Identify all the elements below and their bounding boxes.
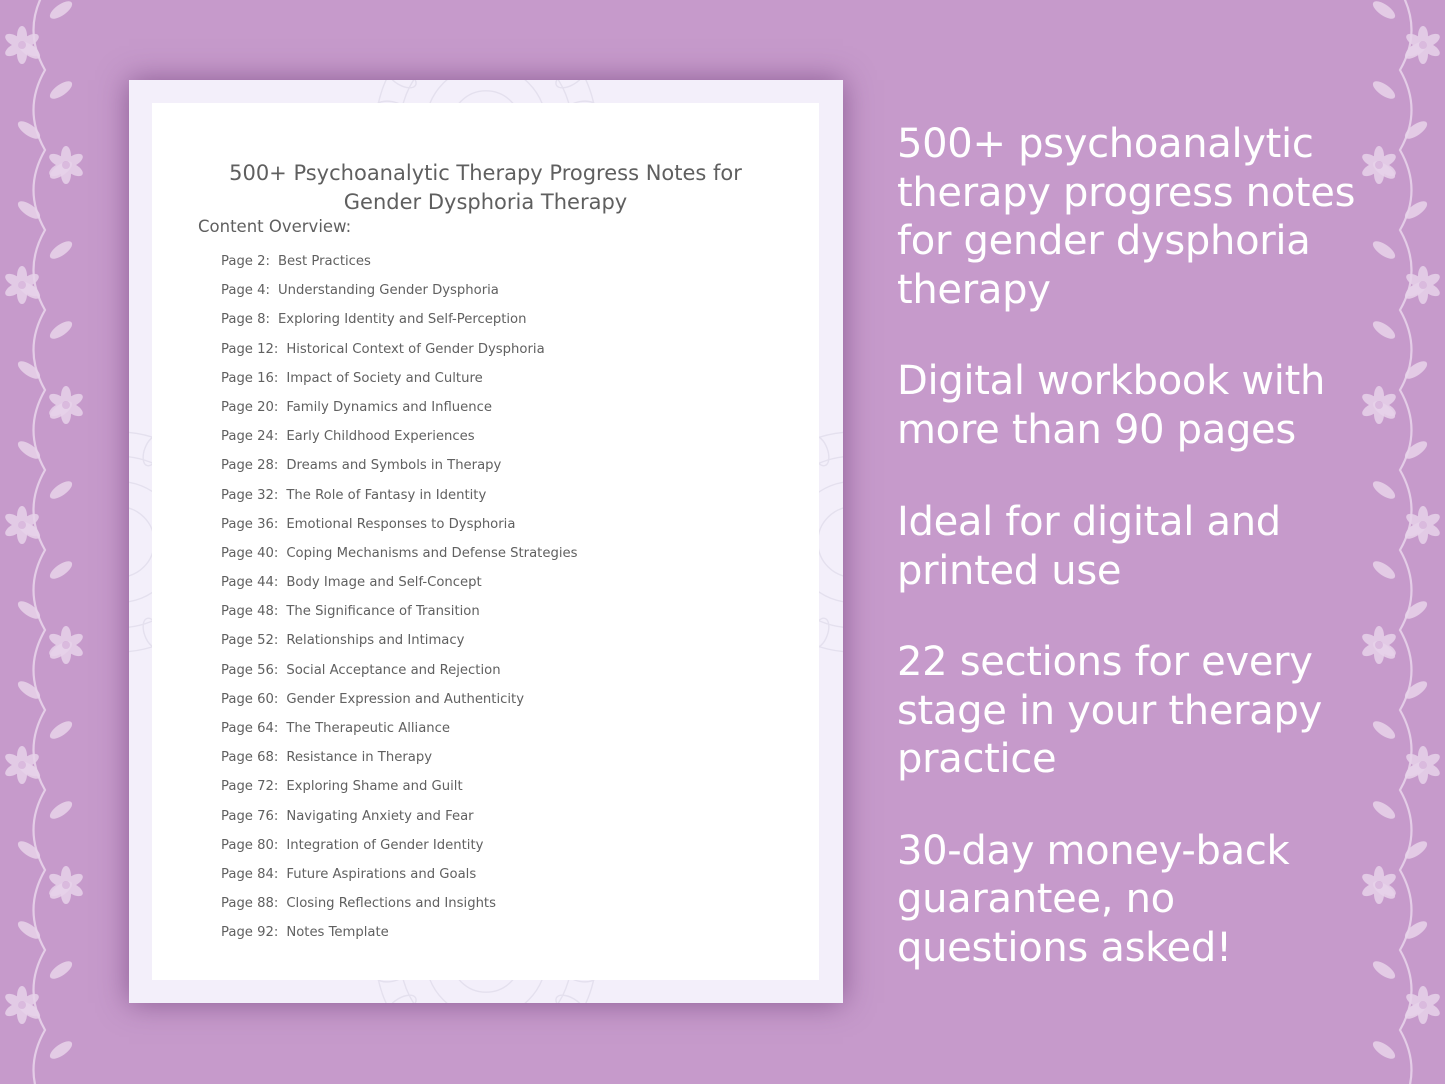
toc-entry [221,721,577,750]
toc-entry [221,867,577,896]
toc-section-title: Exploring Identity and Self-Perception [277,312,527,328]
toc-entry [221,896,577,925]
toc-entry [221,925,577,954]
toc-page-number: Page 20: [221,399,279,415]
toc-page-number: Page 44: [221,575,279,591]
toc-entry [221,604,577,633]
toc-section-title: Body Image and Self-Concept [286,575,482,591]
toc-section-title: Relationships and Intimacy [286,633,465,649]
toc-section-title: Closing Reflections and Insights [286,896,496,912]
toc-entry [221,779,577,808]
toc-section-title: Emotional Responses to Dysphoria [286,516,516,532]
feature-text-line: 500+ psychoanalytic [897,121,1314,167]
toc-page-number: Page 84: [221,866,279,882]
toc-entry [221,312,577,341]
toc-entry [221,429,577,458]
document-title [152,159,819,217]
feature-text-line: therapy [897,266,1051,313]
toc-section-title: Integration of Gender Identity [286,837,484,853]
toc-section-title: Family Dynamics and Influence [286,399,492,415]
toc-section-title: Historical Context of Gender Dysphoria [286,341,545,357]
toc-section-title: Understanding Gender Dysphoria [277,283,499,299]
toc-page-number: Page 40: [221,545,279,561]
toc-page-number: Page 60: [221,691,279,707]
toc-page-number: Page 88: [221,896,279,912]
content-overview-label: Content Overview: [198,217,352,236]
toc-entry [221,575,577,604]
toc-section-title: The Therapeutic Alliance [286,721,451,736]
page-sheet [152,103,819,980]
toc-page-number: Page 80: [221,837,279,853]
toc-page-number: Page 92: [221,925,279,941]
toc-entry [221,283,577,312]
toc-entry [221,517,577,546]
toc-page-number: Page 68: [221,750,279,766]
toc-section-title: Social Acceptance and Rejection [286,662,501,678]
feature-text-line: 30-day money-back [897,827,1290,874]
toc-entry [221,633,577,662]
feature-text-line: practice [897,736,1057,782]
feature-text-line: guarantee, no [897,876,1175,922]
toc-page-number: Page 48: [221,604,279,620]
toc-page-number: Page 4: [221,283,270,299]
toc-page-number: Page 76: [221,808,279,824]
toc-entry [221,371,577,400]
toc-entry [221,400,577,429]
floral-vine-right [1355,0,1445,1084]
feature-text-line: Ideal for digital and [897,499,1281,545]
toc-page-number: Page 32: [221,487,279,503]
toc-section-title: Best Practices [277,254,371,269]
toc-section-title: Impact of Society and Culture [286,370,483,386]
feature-text-line: stage in your therapy [897,687,1322,734]
toc-section-title: Notes Template [286,925,389,941]
toc-page-number: Page 12: [221,341,279,357]
workbook-page-preview [129,80,843,1003]
feature-text-line: Digital workbook with [897,358,1326,404]
toc-section-title: Navigating Anxiety and Fear [286,808,474,824]
toc-page-number: Page 64: [221,721,279,736]
toc-page-number: Page 24: [221,429,279,445]
toc-entry [221,838,577,867]
toc-entry [221,692,577,721]
toc-section-title: Dreams and Symbols in Therapy [286,458,502,474]
toc-page-number: Page 16: [221,370,279,386]
document-title-line-1: 500+ Psychoanalytic Therapy Progress Notes for [229,161,742,185]
toc-section-title: Future Aspirations and Goals [286,866,477,882]
toc-entry [221,809,577,838]
toc-entry [221,750,577,779]
document-title-line-2: Gender Dysphoria Therapy [343,190,628,214]
toc-entry [221,342,577,371]
feature-list [897,120,1367,972]
feature-text-line: 22 sections for every [897,639,1313,685]
feature-text-line: for gender dysphoria [897,218,1311,264]
toc-page-number: Page 52: [221,633,279,649]
floral-vine-left [0,0,90,1084]
toc-section-title: Coping Mechanisms and Defense Strategies [286,545,578,561]
toc-entry [221,254,577,283]
toc-page-number: Page 2: [221,254,270,269]
feature-text-line: printed use [897,547,1122,594]
toc-page-number: Page 8: [221,312,270,328]
toc-section-title: Gender Expression and Authenticity [286,691,525,707]
toc-section-title: The Significance of Transition [286,604,480,620]
toc-section-title: Resistance in Therapy [286,750,433,766]
toc-entry [221,488,577,517]
toc-section-title: Exploring Shame and Guilt [286,779,463,795]
toc-entry [221,546,577,575]
toc-page-number: Page 28: [221,458,279,474]
table-of-contents [221,254,577,955]
feature-text-line: questions asked! [897,924,1232,971]
toc-page-number: Page 72: [221,779,279,795]
toc-section-title: Early Childhood Experiences [286,429,475,445]
feature-text-line: more than 90 pages [897,406,1296,453]
feature-text-line: therapy progress notes [897,169,1356,216]
toc-page-number: Page 56: [221,662,279,678]
toc-entry [221,663,577,692]
toc-section-title: The Role of Fantasy in Identity [286,487,487,503]
toc-entry [221,458,577,487]
toc-page-number: Page 36: [221,516,279,532]
